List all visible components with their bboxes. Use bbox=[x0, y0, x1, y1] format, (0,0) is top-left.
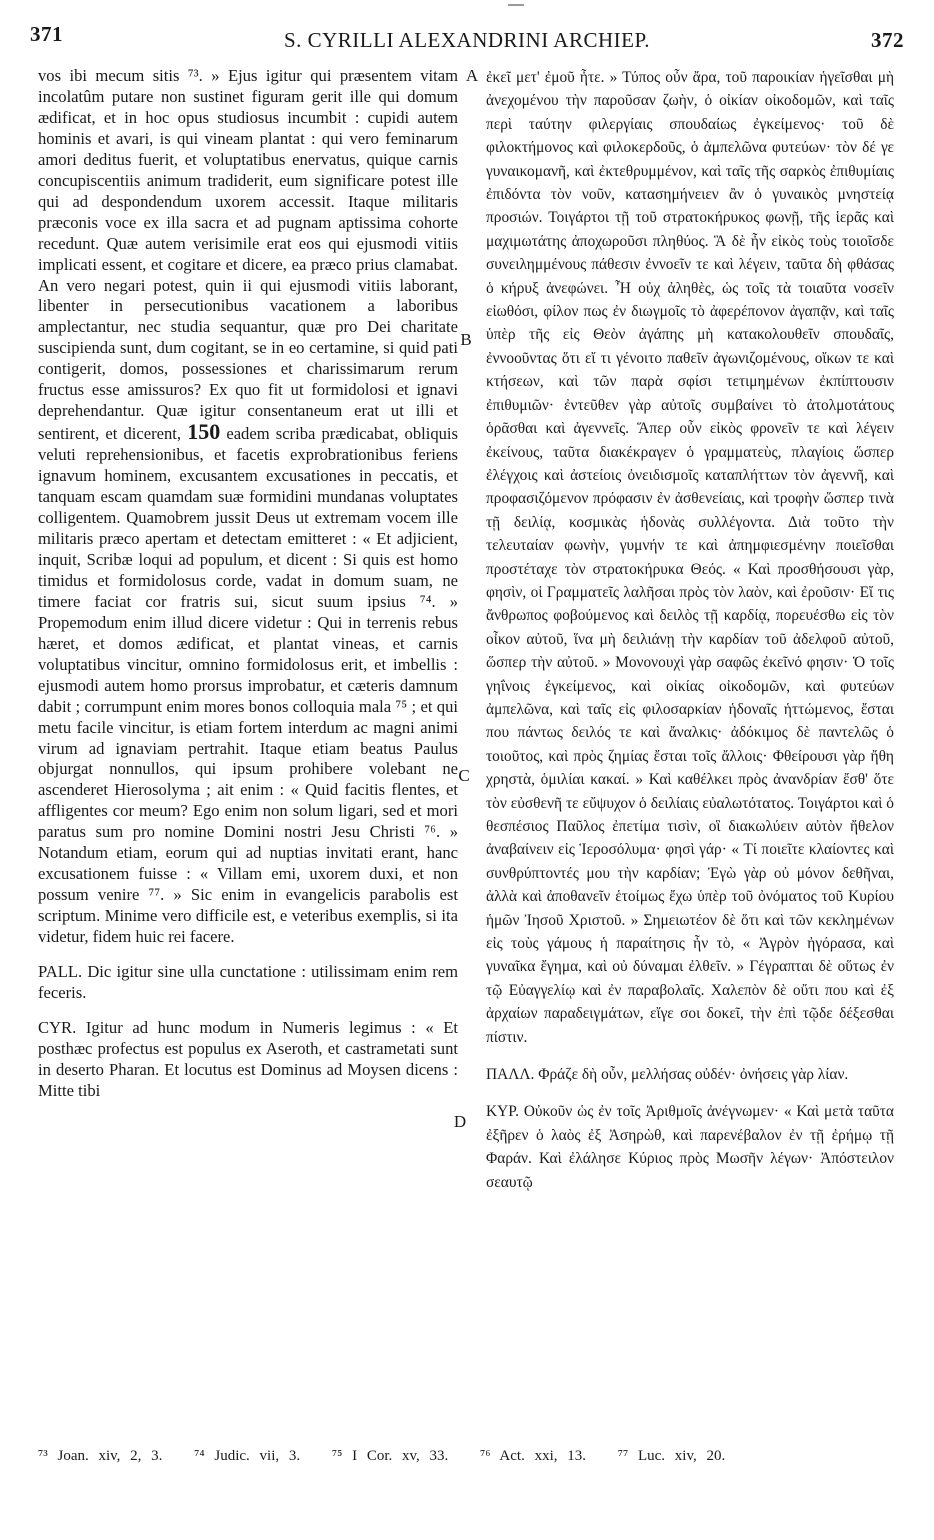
margin-marker-b: B bbox=[460, 330, 472, 349]
latin-text-part-1: vos ibi mecum sitis ⁷³. » Ejus igitur qui præsentem vitam incolatûm putare non sustinet figuram gerit ille qui domum ædificat, et in hoc opus studiosus incumbit : cupidi autem hominis et avari, is qui vineam plantat : qui vero feminarum amori deditus fuerit, et voluptatibus enervatus, quique carnis concupiscentiis animum tradiderit, eum significare potest ille qui ad despondendum uxorem accessit. Itaque militaris præconis voce ex illa sacra et ad pugnam aptissima cohorte recedunt. Quæ autem verisimile erat eos qui ejusmodi vitiis implicati essent, et cogitare et dicere, ea præco prius clamabat. An vero negari potest, quin ii qui ejusmodi vitiis laborant, libenter in persecutionibus vacationem a laboribus amplectantur, nec studia sequantur, quæ pro Dei charitate suscipienda sunt, dum cogitant, se in eo certamine, si quid pati contigerit, domos, possessiones et charissimarum rerum fructus esse amissuros? Ex quo fit ut formidolosi et ignavi deprehendantur. Quæ igitur consentaneum erat ut illi et sentirent, et dicerent, bbox=[38, 66, 458, 444]
footnote-75: ⁷⁵ I Cor. xv, 33. bbox=[331, 1448, 449, 1464]
page-marker-150: 150 bbox=[187, 419, 221, 445]
margin-marker-d: D bbox=[453, 1112, 467, 1131]
greek-paragraph: ἐκεῖ μετ' ἐμοῦ ἦτε. » Τύπος οὖν ἄρα, τοῦ παροικίαν ἡγεῖσθαι μὴ ἀνεχομένου τὴν παροῦσαν ζωὴν, ὁ οἰκίαν οἰκοδομῶν, καὶ ταῖς περὶ ταύτην φιλεργίαις σπουδαίως ἐγκείμενος· τοῦ δὲ φιλοκτήμονος καὶ φιλοκερδοῦς, ὁ ἀμπελῶνα φυτεύων· τὸν δέ γε γυναικομανῆ, καὶ ἐκτεθρυμμένον, καὶ ταῖς τῆς σαρκὸς ἐπιθυμίαις ἐπιδόντα τὸν νοῦν, κατασημήνειεν ἂν ὁ γυναικὸς μνηστείᾳ προσιών. Τοιγάρτοι τῇ τοῦ στρατοκήρυκος φωνῇ, τῆς ἱερᾶς καὶ μαχιμωτάτης ἀποχωροῦσι πληθύος. Ἃ δὲ ἦν εἰκὸς τοὺς τοιοῖσδε συνειλημμένους πάθεσιν ἐννοεῖν τε καὶ λέγειν, ταῦτα δὴ φθάσας ὁ κήρυξ ἀνεφώνει. Ἦ οὐχ ἀληθὲς, ὡς τοῖς τὰ τοιαῦτα νοσεῖν εἰωθόσι, φίλον πως ἐν διωγμοῖς τὸ ἀφερέπονον ἀγαπᾷν, καὶ ταῖς ὑπὲρ τῆς εἰς Θεὸν ἀγάπης μὴ κατακολουθεῖν σπουδαῖς, ἐννοοῦντας ὅτι εἴ τι γένοιτο παθεῖν ἀγωνιζομένους, οἴκων τε καὶ κτήσεων, καὶ τῶν παρὰ σφίσι τετιμημένων ἐκπίπτουσιν ἐπιθυμιῶν· ἐντεῦθεν γὰρ αὐτοῖς συμβαίνει τὸ ἀτολμοτάτους ὁρᾶσθαι καὶ ἀγεννεῖς. Ἅπερ οὖν εἰκὸς φρονεῖν τε καὶ λέγειν ἐκείνους, ταῦτα διακέκραγεν ὁ γραμματεὺς, πλαγίοις ὥσπερ ἐλέγχοις καὶ ἀστείοις ὀνειδισμοῖς καταπλήττων τὸν ἀγεννῆ, καὶ προφασιζόμενον πρόφασιν ἐν ἀσθενείαις, καὶ τροφὴν ὥσπερ τινὰ τῇ δειλίᾳ, κοσμικὰς ἡδονὰς συλλέγοντα. Διὰ τοῦτο τὴν τελευταίαν φωνὴν, γυμνήν τε καὶ ἀπημφιεσμένην ποιεῖσθαι προστέταχε τὸν στρατοκήρυκα Θεός. « Καὶ προσθήσουσι γὰρ, φησὶν, οἱ Γραμματεῖς λαλῆσαι πρὸς τὸν λαὸν, καὶ ἐροῦσιν· Εἴ τις ἄνθρωπος φοβούμενος καὶ δειλὸς τῇ καρδίᾳ, πορευέσθω εἰς τὸν οἶκον αὐτοῦ, ἵνα μὴ δειλιάνῃ τὴν καρδίαν τοῦ ἀδελφοῦ αὐτοῦ, ὥσπερ τὴν αὐτοῦ. » Μονονουχὶ γὰρ σαφῶς ἐκεῖνό φησιν· Ὁ τοῖς γηΐνοις ἐγκείμενος, καὶ οἰκίας οἰκοδομῶν, καὶ φυτεύων ἀμπελῶνα, καὶ ταῖς εἰς φιλοσαρκίαν ἡδοναῖς ἡττώμενος, ἔσται που πάντως δειλός τε καὶ ἄναλκις· ἀδόκιμος δὲ παντελῶς ὁ τοιοῦτος, καὶ πρὸς ζημίας ἔσται τοῖς ἄλλοις· Φθείρουσι γὰρ ἤθη χρηστὰ, ὁμιλίαι κακαί. » Καὶ καθέλκει πρὸς ἀνανδρίαν ἔσθ' ὅτε τὸν εὐσθενῆ τε εὔψυχον ὁ δειλίαις εὐαλωτότατος. Τοιγάρτοι καὶ ὁ θεσπέσιος Παῦλος ἐπετίμα τισὶν, οἳ διακωλύειν αὐτὸν ἤθελον ἀναβαίνειν εἰς Ἱεροσόλυμα· φησὶ γάρ· « Τί ποιεῖτε κλαίοντες καὶ συνθρύπτοντές μου τὴν καρδίαν; Ἐγὼ γὰρ οὐ μόνον δεθῆναι, ἀλλὰ καὶ ἀποθανεῖν ἑτοίμως ἔχω ὑπὲρ τοῦ ὀνόματος τοῦ Κυρίου ἡμῶν Ἰησοῦ Χριστοῦ. » Σημειωτέον δὲ ὅτι καὶ τῶν κεκλημένων εἰς τοὺς γάμους ἡ παραίτησις ἦν τὸ, « Ἀγρὸν ἠγόρασα, καὶ γυναῖκα ἔγημα, καὶ οὐ δύναμαι ἐλθεῖν. » Γέγραπται δὲ οὕτως ἐν τῷ Εὐαγγελίῳ καὶ ἐν παραβολαῖς. Χαλεπὸν δὲ οὔτι που καὶ ἐξ ἀρχαίων παραδειγμάτων, εἴγε σοι δοκεῖ, τὴν ἐπὶ τῷδε δέξεσθαι πίστιν. bbox=[486, 69, 894, 1046]
footnotes bbox=[38, 1448, 904, 1465]
page-number-left: 371 bbox=[30, 22, 63, 46]
latin-pall-paragraph: PALL. Dic igitur sine ulla cunctatione : utilissimam enim rem feceris. bbox=[38, 962, 458, 1002]
top-mark bbox=[508, 4, 524, 6]
running-title: S. CYRILLI ALEXANDRINI ARCHIEP. bbox=[283, 28, 651, 52]
footnote-74: ⁷⁴ Judic. vii, 3. bbox=[194, 1448, 301, 1464]
footnote-77: ⁷⁷ Luc. xiv, 20. bbox=[617, 1448, 726, 1464]
greek-cyr-paragraph: ΚΥΡ. Οὐκοῦν ὡς ἐν τοῖς Ἀριθμοῖς ἀνέγνωμεν· « Καὶ μετὰ ταῦτα ἐξῆρεν ὁ λαὸς ἐξ Ἀσηρὼθ, καὶ παρενέβαλον ἐν τῇ ἐρήμῳ τῇ Φαράν. Καὶ ἐλάλησε Κύριος πρὸς Μωσῆν λέγων· Ἀπόστειλον σεαυτῷ bbox=[486, 1103, 894, 1191]
margin-marker-c: C bbox=[458, 766, 470, 785]
page-header bbox=[30, 22, 904, 62]
greek-pall-paragraph: ΠΑΛΛ. Φράζε δὴ οὖν, μελλήσας οὐδέν· ὀνήσεις γὰρ λίαν. bbox=[486, 1066, 849, 1084]
margin-marker-a: A bbox=[465, 66, 479, 85]
footnote-73: ⁷³ Joan. xiv, 2, 3. bbox=[38, 1448, 163, 1464]
latin-paragraph bbox=[38, 66, 458, 948]
footnote-76: ⁷⁶ Act. xxi, 13. bbox=[480, 1448, 587, 1464]
latin-cyr-paragraph: CYR. Igitur ad hunc modum in Numeris legimus : « Et posthæc profectus est populus ex Aseroth, et castrametati sunt in deserto Pharan. Et locutus est Dominus ad Moysen dicens : Mitte tibi bbox=[38, 1017, 458, 1100]
greek-column bbox=[486, 66, 894, 1194]
latin-column bbox=[38, 66, 458, 1102]
page-number-right: 372 bbox=[871, 28, 904, 52]
latin-text-part-2: eadem scriba prædicabat, obliquis veluti reprehensionibus, et facetis exprobrationibus feriens ignavum hominem, excusantem excusationes in peccatis, et tanquam escam quamdam suæ formidini mundanas voluptates colligentem. Quamobrem jussit Deus ut extremam vocem ille militaris præco apertam et detectam emitteret : « Et adjicient, inquit, Scribæ loqui ad populum, et dicent : Si quis est homo timidus et formidolosus corde, vadat in domum suam, ne timere faciat cor fratris sui, sicut suum ipsius ⁷⁴. » Propemodum enim illud dicere videtur : Qui in terrenis rebus hæret, et domos ædificat, et plantat vineas, et carnis voluptatibus vincitur, omnino formidolosus erit, et imbellis : ejusmodi autem homo prorsus improbatur, et cæteris damnum dabit ; corrumpunt enim mores bonos colloquia mala ⁷⁵ ; et qui metu facile vincitur, is etiam fortem interdum ac magni animi virum ad ignaviam pertrahit. Itaque etiam beatus Paulus objurgat nonnullos, qui ipsum prohibere volebant ne ascenderet Hierosolyma ; ait enim : « Quid facitis flentes, et affligentes cor meum? Ego enim non solum ligari, sed et mori paratus sum pro nomine Domini nostri Jesu Christi ⁷⁶. » Notandum etiam, eorum qui ad nuptias invitati erant, hanc excusationem fuisse : « Villam emi, uxorem duxi, et non possum venire ⁷⁷. » Sic enim in evangelicis parabolis est scriptum. Minime vero difficile est, e veteribus exemplis, si ita videtur, fidem huic rei facere. bbox=[38, 424, 459, 947]
